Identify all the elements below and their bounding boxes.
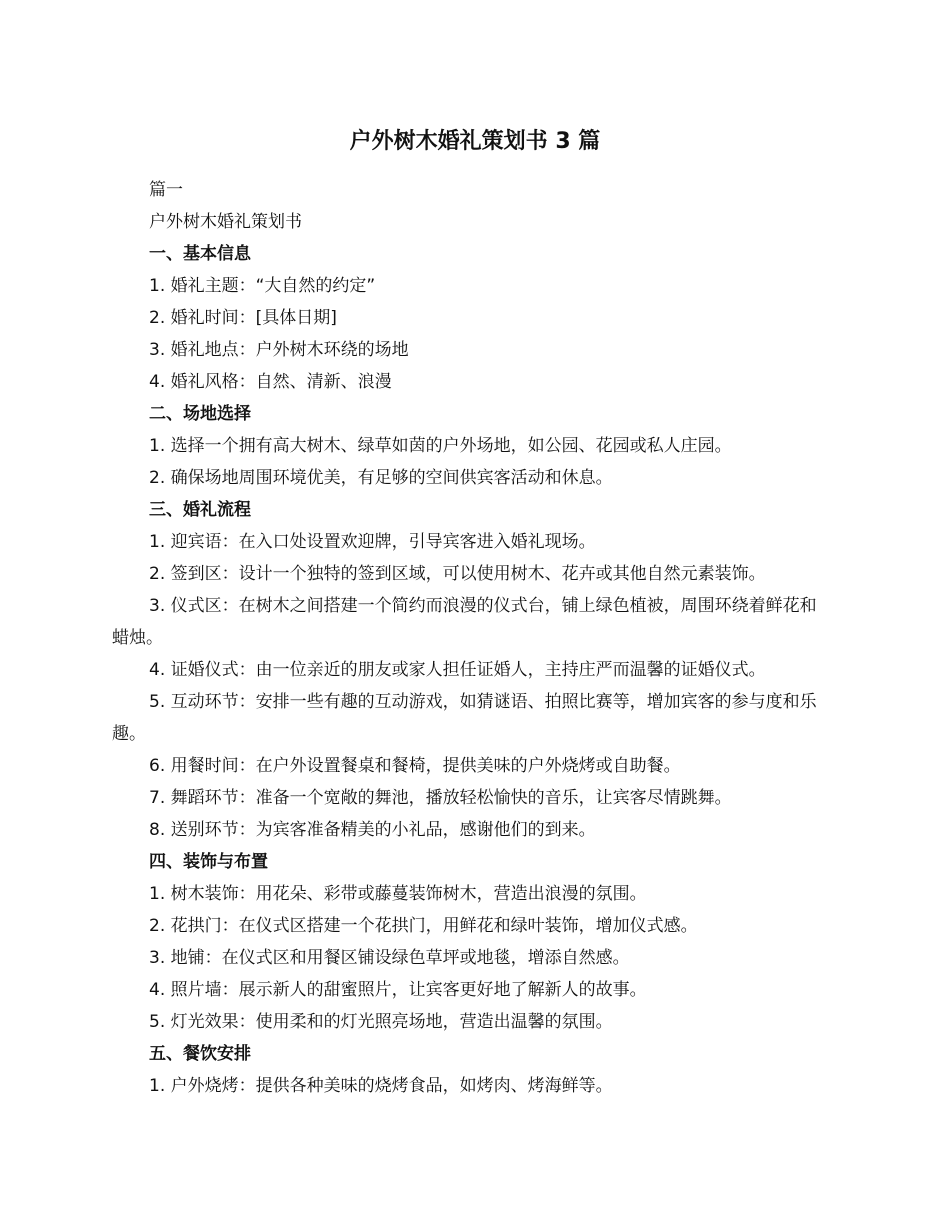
paragraph-line: 3. 婚礼地点：户外树木环绕的场地 [149, 340, 409, 360]
paragraph-line: 4. 婚礼风格：自然、清新、浪漫 [149, 372, 392, 392]
section-heading: 二、场地选择 [149, 404, 251, 424]
paragraph-line: 1. 婚礼主题：“大自然的约定” [149, 276, 376, 296]
paragraph-line: 户外树木婚礼策划书 [149, 212, 302, 232]
section-heading: 四、装饰与布置 [149, 852, 268, 872]
section-heading: 三、婚礼流程 [149, 500, 251, 520]
paragraph-line: 7. 舞蹈环节：准备一个宽敞的舞池，播放轻松愉快的音乐，让宾客尽情跳舞。 [149, 788, 732, 808]
paragraph-line: 3. 仪式区：在树木之间搭建一个简约而浪漫的仪式台，铺上绿色植被，周围环绕着鲜花和蜡烛。 [112, 596, 817, 648]
paragraph-line: 2. 婚礼时间：[具体日期] [149, 308, 337, 328]
document-title: 户外树木婚礼策划书 3 篇 [349, 129, 601, 154]
paragraph-line: 5. 灯光效果：使用柔和的灯光照亮场地，营造出温馨的氛围。 [149, 1012, 613, 1032]
paragraph-line: 4. 照片墙：展示新人的甜蜜照片，让宾客更好地了解新人的故事。 [149, 980, 647, 1000]
document-body [112, 174, 826, 1102]
paragraph-line: 1. 树木装饰：用花朵、彩带或藤蔓装饰树木，营造出浪漫的氛围。 [149, 884, 647, 904]
paragraph-line: 5. 互动环节：安排一些有趣的互动游戏，如猜谜语、拍照比赛等，增加宾客的参与度和乐趣。 [112, 692, 817, 744]
paragraph-line: 1. 迎宾语：在入口处设置欢迎牌，引导宾客进入婚礼现场。 [149, 532, 596, 552]
paragraph-line: 篇一 [149, 180, 183, 200]
paragraph-line: 1. 户外烧烤：提供各种美味的烧烤食品，如烤肉、烤海鲜等。 [149, 1076, 613, 1096]
paragraph-line: 2. 花拱门：在仪式区搭建一个花拱门，用鲜花和绿叶装饰，增加仪式感。 [149, 916, 698, 936]
section-heading: 五、餐饮安排 [149, 1044, 251, 1064]
paragraph-line: 2. 确保场地周围环境优美，有足够的空间供宾客活动和休息。 [149, 468, 613, 488]
paragraph-line: 3. 地铺：在仪式区和用餐区铺设绿色草坪或地毯，增添自然感。 [149, 948, 630, 968]
paragraph-line: 2. 签到区：设计一个独特的签到区域，可以使用树木、花卉或其他自然元素装饰。 [149, 564, 766, 584]
paragraph-line: 8. 送别环节：为宾客准备精美的小礼品，感谢他们的到来。 [149, 820, 596, 840]
paragraph-line: 1. 选择一个拥有高大树木、绿草如茵的户外场地，如公园、花园或私人庄园。 [149, 436, 732, 456]
paragraph-line: 4. 证婚仪式：由一位亲近的朋友或家人担任证婚人，主持庄严而温馨的证婚仪式。 [149, 660, 766, 680]
paragraph-line: 6. 用餐时间：在户外设置餐桌和餐椅，提供美味的户外烧烤或自助餐。 [149, 756, 681, 776]
section-heading: 一、基本信息 [149, 244, 251, 264]
